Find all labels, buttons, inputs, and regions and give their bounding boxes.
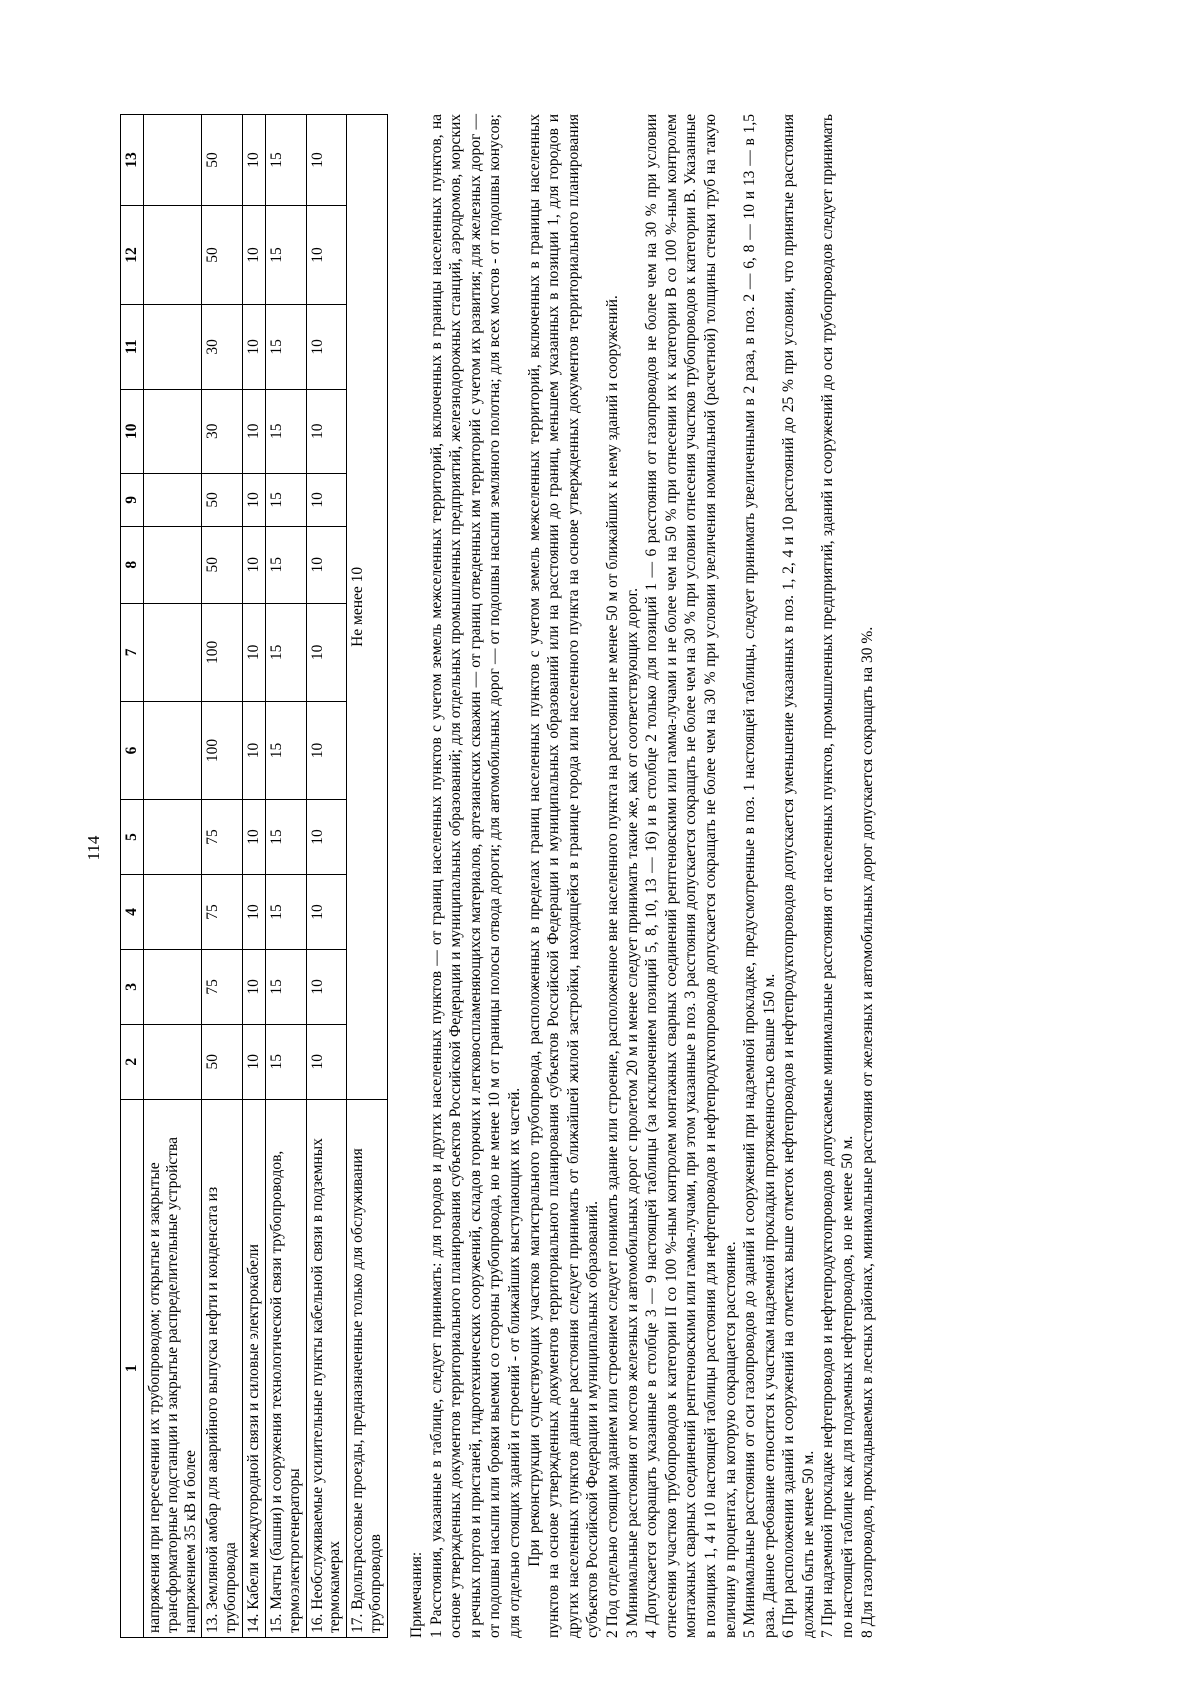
value-cell — [144, 473, 202, 526]
value-cell: 15 — [265, 205, 306, 304]
value-cell: 75 — [202, 949, 243, 1024]
value-cell: 15 — [265, 526, 306, 603]
column-header-2: 2 — [121, 1024, 144, 1099]
column-header-11: 11 — [121, 305, 144, 389]
table-row — [265, 115, 306, 1638]
value-cell: 30 — [202, 305, 243, 389]
row-label: 16. Необслуживаемые усилительные пункты кабельной связи в подземных термокамерах — [306, 1099, 347, 1637]
value-cell: 10 — [306, 115, 347, 206]
value-cell — [144, 874, 202, 949]
table-row — [144, 115, 202, 1638]
column-header-3: 3 — [121, 949, 144, 1024]
value-cell: 10 — [243, 205, 266, 304]
value-cell: 10 — [243, 473, 266, 526]
value-cell: 50 — [202, 1024, 243, 1099]
note-4: 4 Допускается сокращать указанные в столбце 3 — 9 настоящей таблицы (за исключением позиций 5, 8, 10, 13 — 16) и в столбце 2 только для позиций 1 — 6 расстояния от газопроводов не более чем на 30 % при условии отнесения участков трубопроводов к категории II со 100 %-ным контролем монтажных сварных соединений рентгеновскими или гамма-лучами и не более чем на 50 % при отнесении их к категории В со 100 %-ным контролем монтажных сварных соединений рентгеновскими или гамма-лучами, при этом указанные в поз. 3 расстояния допускается сокращать не более чем на 30 % при условии отнесения участков трубопроводов к категории В. Указанные в позициях 1, 4 и 10 настоящей таблицы расстояния для нефтепроводов и нефтепродуктопроводов допускается сокращать не более чем на 30 % при условии увеличения номинальной (расчетной) толщины стенки труб на такую величину в процентах, на которую сокращается расстояние. — [643, 114, 739, 1638]
row-label: 17. Вдольтрассовые проезды, предназначенные только для обслуживания трубопроводов — [347, 1099, 388, 1637]
note-1-reconstruction: При реконструкции существующих участков магистрального трубопровода, расположенных в пределах границ населенных пунктов с учетом земель межселенных территорий, включенных в границы населенных пунктов на основе утвержденных документов территориального планирования субъектов Российской Федерации и муниципальных образований или на расстоянии до границ, меньшем указанных в позиции 1, для городов и других населенных пунктов данные расстояния следует принимать от ближайшей жилой застройки, находящейся в границе города или населенного пункта на основе утвержденных документов территориального планирования субъектов Российской Федерации и муниципальных образований. — [525, 114, 602, 1638]
notes-section — [407, 114, 877, 1638]
value-cell: 15 — [265, 389, 306, 473]
table-row — [202, 115, 243, 1638]
value-cell: 75 — [202, 874, 243, 949]
value-cell: 10 — [306, 701, 347, 799]
rotated-page-content — [120, 78, 1160, 1638]
value-cell: 10 — [243, 603, 266, 701]
value-cell: 15 — [265, 473, 306, 526]
value-cell: 15 — [265, 603, 306, 701]
note-5: 5 Минимальные расстояния от оси газопроводов до зданий и сооружений при надземной прокладке, предусмотренные в поз. 1 настоящей таблицы, следует принимать увеличенными в 2 раза, в поз. 2 — 6, 8 — 10 и 13 — в 1,5 раза. Данное требование относится к участкам надземной прокладки протяженностью свыше 150 м. — [741, 114, 778, 1638]
value-cell: 50 — [202, 526, 243, 603]
value-cell: 10 — [306, 874, 347, 949]
value-cell: 50 — [202, 205, 243, 304]
note-8: 8 Для газопроводов, прокладываемых в лесных районах, минимальные расстояния от железных и автомобильных дорог допускается сокращать на 30 %. — [858, 626, 876, 1638]
table-row — [306, 115, 347, 1638]
column-header-1: 1 — [121, 1099, 144, 1637]
value-cell: 10 — [306, 949, 347, 1024]
page-number: 114 — [84, 835, 103, 861]
value-cell: 15 — [265, 800, 306, 875]
column-header-8: 8 — [121, 526, 144, 603]
value-cell: 10 — [243, 305, 266, 389]
column-header-12: 12 — [121, 205, 144, 304]
value-cell: 50 — [202, 115, 243, 206]
table-row — [347, 115, 388, 1638]
table-row — [243, 115, 266, 1638]
column-header-6: 6 — [121, 701, 144, 799]
row-label: 13. Земляной амбар для аварийного выпуска нефти и конденсата из трубопровода — [202, 1099, 243, 1637]
note-6: 6 При расположении зданий и сооружений на отметках выше отметок нефтепроводов и нефтепродуктопроводов допускается уменьшение указанных в поз. 1, 2, 4 и 10 расстояний до 25 % при условии, что принятые расстояния должны быть не менее 50 м. — [780, 114, 817, 1638]
value-cell: 75 — [202, 800, 243, 875]
column-header-13: 13 — [121, 115, 144, 206]
note-7: 7 При надземной прокладке нефтепроводов и нефтепродуктопроводов допускаемые минимальные расстояния от населенных пунктов, промышленных предприятий, зданий и сооружений до оси трубопроводов следует принимать по настоящей таблице как для подземных нефтепроводов, но не менее 50 м. — [819, 114, 857, 1638]
table-body — [121, 115, 388, 1638]
value-cell — [144, 701, 202, 799]
value-cell: 10 — [306, 473, 347, 526]
value-cell: 10 — [243, 949, 266, 1024]
column-header-4: 4 — [121, 874, 144, 949]
value-cell — [144, 603, 202, 701]
value-cell — [144, 389, 202, 473]
value-cell: 15 — [265, 701, 306, 799]
row-label: 15. Мачты (башни) и сооружения технологической связи трубопроводов, термоэлектрогенераторы — [265, 1099, 306, 1637]
column-header-5: 5 — [121, 800, 144, 875]
value-cell — [144, 800, 202, 875]
value-cell: 50 — [202, 473, 243, 526]
value-cell — [144, 305, 202, 389]
note-2: 2 Под отдельно стоящим зданием или строением следует понимать здание или строение, расположенное вне населенного пункта на расстоянии не менее 50 м от ближайших к нему зданий и сооружений. — [603, 295, 621, 1638]
value-cell — [144, 526, 202, 603]
value-cell: 15 — [265, 1024, 306, 1099]
value-cell: 10 — [243, 701, 266, 799]
value-cell: 10 — [306, 603, 347, 701]
value-cell: 10 — [306, 205, 347, 304]
value-cell — [144, 115, 202, 206]
value-cell: 100 — [202, 603, 243, 701]
value-cell: 10 — [243, 1024, 266, 1099]
note-3: 3 Минимальные расстояния от мостов железных и автомобильных дорог с пролетом 20 м и менее следует принимать такие же, как от соответствующих дорог. — [623, 587, 641, 1638]
value-cell: 15 — [265, 874, 306, 949]
value-cell: 15 — [265, 305, 306, 389]
value-cell — [144, 205, 202, 304]
column-header-7: 7 — [121, 603, 144, 701]
value-cell — [144, 1024, 202, 1099]
value-cell: 10 — [243, 115, 266, 206]
column-header-9: 9 — [121, 473, 144, 526]
value-cell: 10 — [306, 389, 347, 473]
value-cell: 100 — [202, 701, 243, 799]
value-cell: 10 — [243, 526, 266, 603]
value-cell: 15 — [265, 949, 306, 1024]
distances-table — [120, 114, 388, 1638]
value-cell: 10 — [306, 305, 347, 389]
row-label: напряжения при пересечении их трубопроводом; открытые и закрытые трансформаторные подстанции и закрытые распределительные устройства напряжением 35 кВ и более — [144, 1099, 202, 1637]
value-cell: 10 — [306, 1024, 347, 1099]
table-header-row — [121, 115, 144, 1638]
value-cell: 10 — [306, 800, 347, 875]
value-cell: 10 — [243, 800, 266, 875]
note-1: 1 Расстояния, указанные в таблице, следует принимать: для городов и других населенных пунктов — от границ населенных пунктов с учетом земель межселенных территорий, включенных в границы населенных пунктов, на основе утвержденных документов территориального планирования субъектов Российской Федерации и муниципальных образований; для отдельных промышленных предприятий, железнодорожных станций, аэродромов, морских и речных портов и пристаней, гидротехнических сооружений, складов горючих и легковоспламеняющихся материалов, артезианских скважин — от границ отведенных им территорий с учетом их развития; для железных дорог — от подошвы насыпи или бровки выемки со стороны трубопровода, но не менее 10 м от границы полосы отвода дороги; для автомобильных дорог — от подошвы насыпи земляного полотна; для всех мостов - от подошвы конусов; для отдельно стоящих зданий и строений - от ближайших выступающих их частей. — [427, 114, 523, 1638]
value-cell: 15 — [265, 115, 306, 206]
notes-title: Примечания: — [408, 1551, 425, 1638]
value-cell: 10 — [243, 874, 266, 949]
value-cell: 10 — [243, 389, 266, 473]
merged-value-cell: Не менее 10 — [347, 115, 388, 1100]
value-cell: 30 — [202, 389, 243, 473]
row-label: 14. Кабели междугородной связи и силовые электрокабели — [243, 1099, 266, 1637]
value-cell — [144, 949, 202, 1024]
value-cell: 10 — [306, 526, 347, 603]
column-header-10: 10 — [121, 389, 144, 473]
